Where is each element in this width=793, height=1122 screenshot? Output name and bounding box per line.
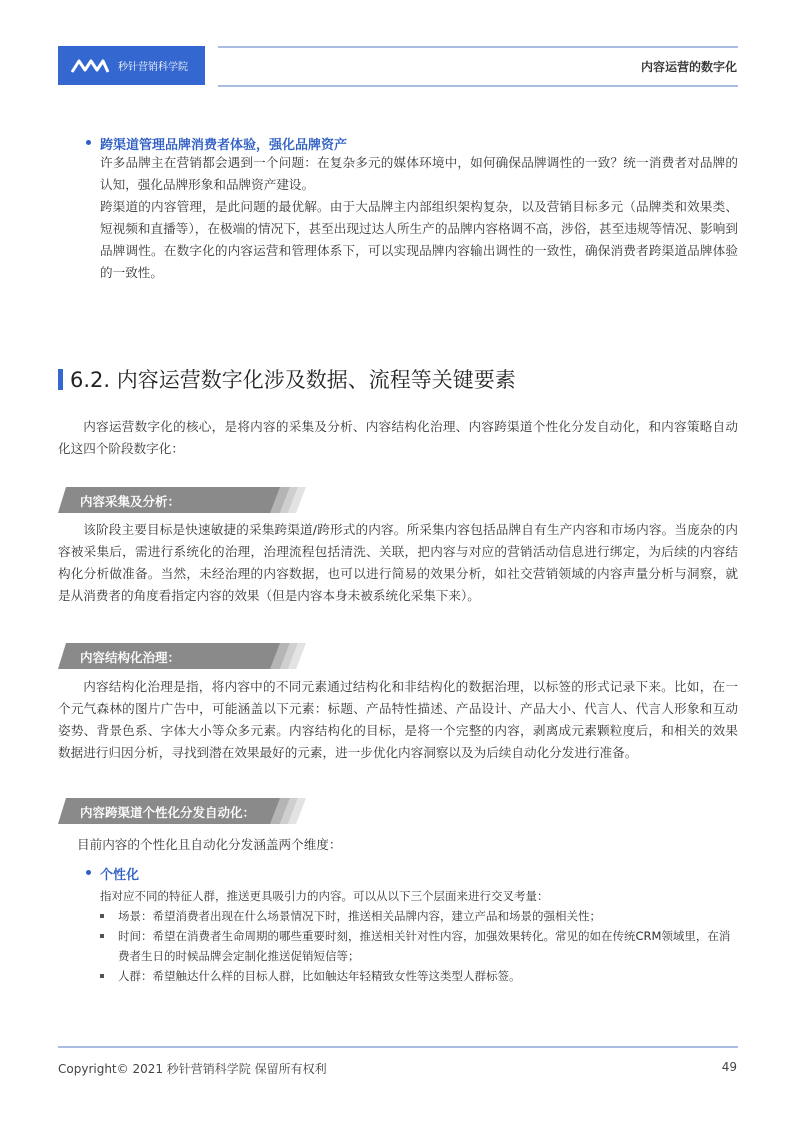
stage-banner bbox=[58, 643, 308, 669]
footer-copyright: Copyright© 2021 秒针营销科学院 保留所有权利 bbox=[58, 1062, 327, 1076]
bullet-heading: 跨渠道管理品牌消费者体验，强化品牌资产 bbox=[100, 134, 347, 153]
list-item: 时间：希望在消费者生命周期的哪些重要时刻，推送相关针对性内容，加强效果转化。常见的如在传统CRM领域里，在消费者生日的时候品牌会定制化推送促销短信等； bbox=[100, 926, 740, 966]
paragraph: 内容结构化治理是指，将内容中的不同元素通过结构化和非结构化的数据治理，以标签的形式记录下来。比如，在一个元气森林的图片广告中，可能涵盖以下元素：标题、产品特性描述、产品设计、产品大小、代言人、代言人形象和互动姿势、背景色系、字体大小等众多元素。内容结构化的目标，是将一个完整的内容，剥离成元素颗粒度后，和相关的效果数据进行归因分析，寻找到潜在效果最好的元素，进一步优化内容洞察以及为后续自动化分发进行准备。 bbox=[58, 679, 738, 760]
brand-logo bbox=[58, 46, 205, 85]
stage-label: 内容结构化治理： bbox=[80, 650, 181, 665]
logo-mark-icon bbox=[70, 57, 110, 75]
paragraph: 许多品牌主在营销都会遇到一个问题：在复杂多元的媒体环境中，如何确保品牌调性的一致？统一消费者对品牌的认知，强化品牌形象和品牌资产建设。 bbox=[100, 155, 738, 192]
header-section-title: 内容运营的数字化 bbox=[640, 60, 737, 74]
intro-paragraph: 内容运营数字化的核心，是将内容的采集及分析、内容结构化治理、内容跨渠道个性化分发自动化，和内容策略自动化这四个阶段数字化： bbox=[58, 419, 738, 456]
stage-banner bbox=[58, 487, 308, 513]
header-rule-top bbox=[218, 46, 738, 48]
list-item: 人群：希望触达什么样的目标人群，比如触达年轻精致女性等这类型人群标签。 bbox=[100, 966, 740, 986]
paragraph: 目前内容的个性化且自动化分发涵盖两个维度： bbox=[77, 837, 342, 852]
paragraph: 跨渠道的内容管理，是此问题的最优解。由于大品牌主内部组织架构复杂，以及营销目标多元（品牌类和效果类、短视频和直播等），在极端的情况下，甚至出现过达人所生产的品牌内容格调不高，涉俗，甚至违规等情况、影响到品牌调性。在数字化的内容运营和管理体系下，可以实现品牌内容输出调性的一致性，确保消费者跨渠道品牌体验的一致性。 bbox=[100, 199, 738, 280]
paragraph: 该阶段主要目标是快速敏捷的采集跨渠道/跨形式的内容。所采集内容包括品牌自有生产内容和市场内容。当庞杂的内容被采集后，需进行系统化的治理，治理流程包括清洗、关联，把内容与对应的营销活动信息进行绑定，为后续的内容结构化分析做准备。当然，未经治理的内容数据，也可以进行简易的效果分析，如社交营销领域的内容声量分析与洞察，就是从消费者的角度看指定内容的效果（但是内容本身未被系统化采集下来）。 bbox=[58, 522, 738, 603]
section-title: 6.2. 内容运营数字化涉及数据、流程等关键要素 bbox=[70, 368, 516, 392]
heading-accent-bar bbox=[58, 369, 63, 390]
bullet-heading: 个性化 bbox=[100, 864, 139, 883]
page-number: 49 bbox=[721, 1060, 737, 1074]
stage-label: 内容跨渠道个性化分发自动化： bbox=[80, 805, 256, 820]
stage-banner bbox=[58, 798, 308, 824]
list-item: 场景：希望消费者出现在什么场景情况下时，推送相关品牌内容，建立产品和场景的强相关性； bbox=[100, 906, 740, 926]
header-rule-bottom bbox=[218, 85, 738, 87]
brand-name: 秒针营销科学院 bbox=[118, 62, 188, 73]
section-heading bbox=[58, 364, 516, 394]
stage-label: 内容采集及分析： bbox=[80, 494, 181, 509]
paragraph: 指对应不同的特征人群，推送更具吸引力的内容。可以从以下三个层面来进行交叉考量： bbox=[100, 889, 549, 903]
footer-rule bbox=[58, 1046, 738, 1048]
